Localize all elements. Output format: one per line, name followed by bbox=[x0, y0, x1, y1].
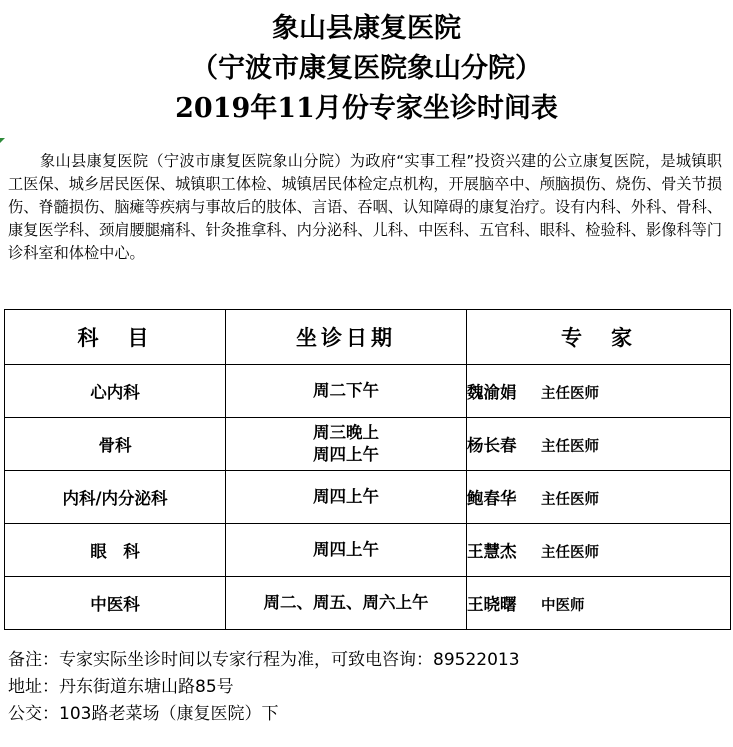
doctor-title: 主任医师 bbox=[541, 439, 599, 455]
table-row bbox=[5, 524, 731, 577]
schedule-line: 周四上午 bbox=[313, 445, 379, 464]
dept-cell: 内科/内分泌科 bbox=[5, 471, 226, 524]
page-title: 象山县康复医院 bbox=[272, 13, 461, 44]
header-doctor: 专 家 bbox=[467, 310, 731, 365]
table-header-row bbox=[5, 310, 731, 365]
page-subtitle: （宁波市康复医院象山分院） bbox=[191, 53, 542, 84]
table-row bbox=[5, 471, 731, 524]
doctor-cell bbox=[467, 365, 731, 418]
schedule-line: 周四上午 bbox=[313, 487, 379, 506]
doctor-name: 王晓曙 bbox=[467, 595, 517, 614]
header-dept: 科 目 bbox=[5, 310, 226, 365]
table-row bbox=[5, 418, 731, 471]
header-schedule: 坐诊日期 bbox=[226, 310, 467, 365]
doctor-title: 中医师 bbox=[541, 598, 585, 614]
schedule-line: 周二、周五、周六上午 bbox=[263, 593, 429, 612]
dept-cell: 中医科 bbox=[5, 577, 226, 630]
cell-comment-marker bbox=[0, 138, 5, 143]
doctor-cell bbox=[467, 418, 731, 471]
hospital-intro: 象山县康复医院（宁波市康复医院象山分院）为政府“实事工程”投资兴建的公立康复医院，是城镇职工医保、城乡居民医保、城镇职工体检、城镇居民体检定点机构，开展脑卒中、颅脑损伤、烧伤、骨关节损伤、脊髓损伤、脑瘫等疾病与事故后的肢体、言语、吞咽、认知障碍的康复治疗。设有内科、外科、骨科、康复医学科、颈肩腰腿痛科、针灸推拿科、内分泌科、儿科、中医科、五官科、眼科、检验科、影像科等门诊科室和体检中心。 bbox=[8, 152, 722, 262]
schedule-cell bbox=[226, 577, 467, 630]
schedule-title: 2019年11月份专家坐诊时间表 bbox=[175, 93, 558, 124]
dept-cell: 骨科 bbox=[5, 418, 226, 471]
doctor-cell bbox=[467, 577, 731, 630]
doctor-name: 鲍春华 bbox=[467, 489, 517, 508]
doctor-title: 主任医师 bbox=[541, 545, 599, 561]
table-row bbox=[5, 365, 731, 418]
schedule-cell bbox=[226, 471, 467, 524]
doctor-cell bbox=[467, 471, 731, 524]
doctor-title: 主任医师 bbox=[541, 492, 599, 508]
footer-note: 备注：专家实际坐诊时间以专家行程为准，可致电咨询：89522013 bbox=[8, 650, 520, 670]
schedule-line: 周四上午 bbox=[313, 540, 379, 559]
doctor-name: 杨长春 bbox=[467, 436, 517, 455]
dept-cell: 眼 科 bbox=[5, 524, 226, 577]
doctor-name: 魏渝娟 bbox=[467, 383, 517, 402]
table-row bbox=[5, 577, 731, 630]
doctor-title: 主任医师 bbox=[541, 386, 599, 402]
schedule-line: 周二下午 bbox=[313, 381, 379, 400]
footer-address: 地址：丹东街道东塘山路85号 bbox=[8, 677, 234, 697]
footer-bus: 公交：103路老菜场（康复医院）下 bbox=[8, 704, 279, 724]
schedule-cell bbox=[226, 365, 467, 418]
schedule-cell bbox=[226, 524, 467, 577]
schedule-table bbox=[4, 309, 731, 630]
dept-cell: 心内科 bbox=[5, 365, 226, 418]
schedule-line: 周三晚上 bbox=[313, 423, 379, 442]
doctor-name: 王慧杰 bbox=[467, 542, 517, 561]
doctor-cell bbox=[467, 524, 731, 577]
schedule-cell bbox=[226, 418, 467, 471]
